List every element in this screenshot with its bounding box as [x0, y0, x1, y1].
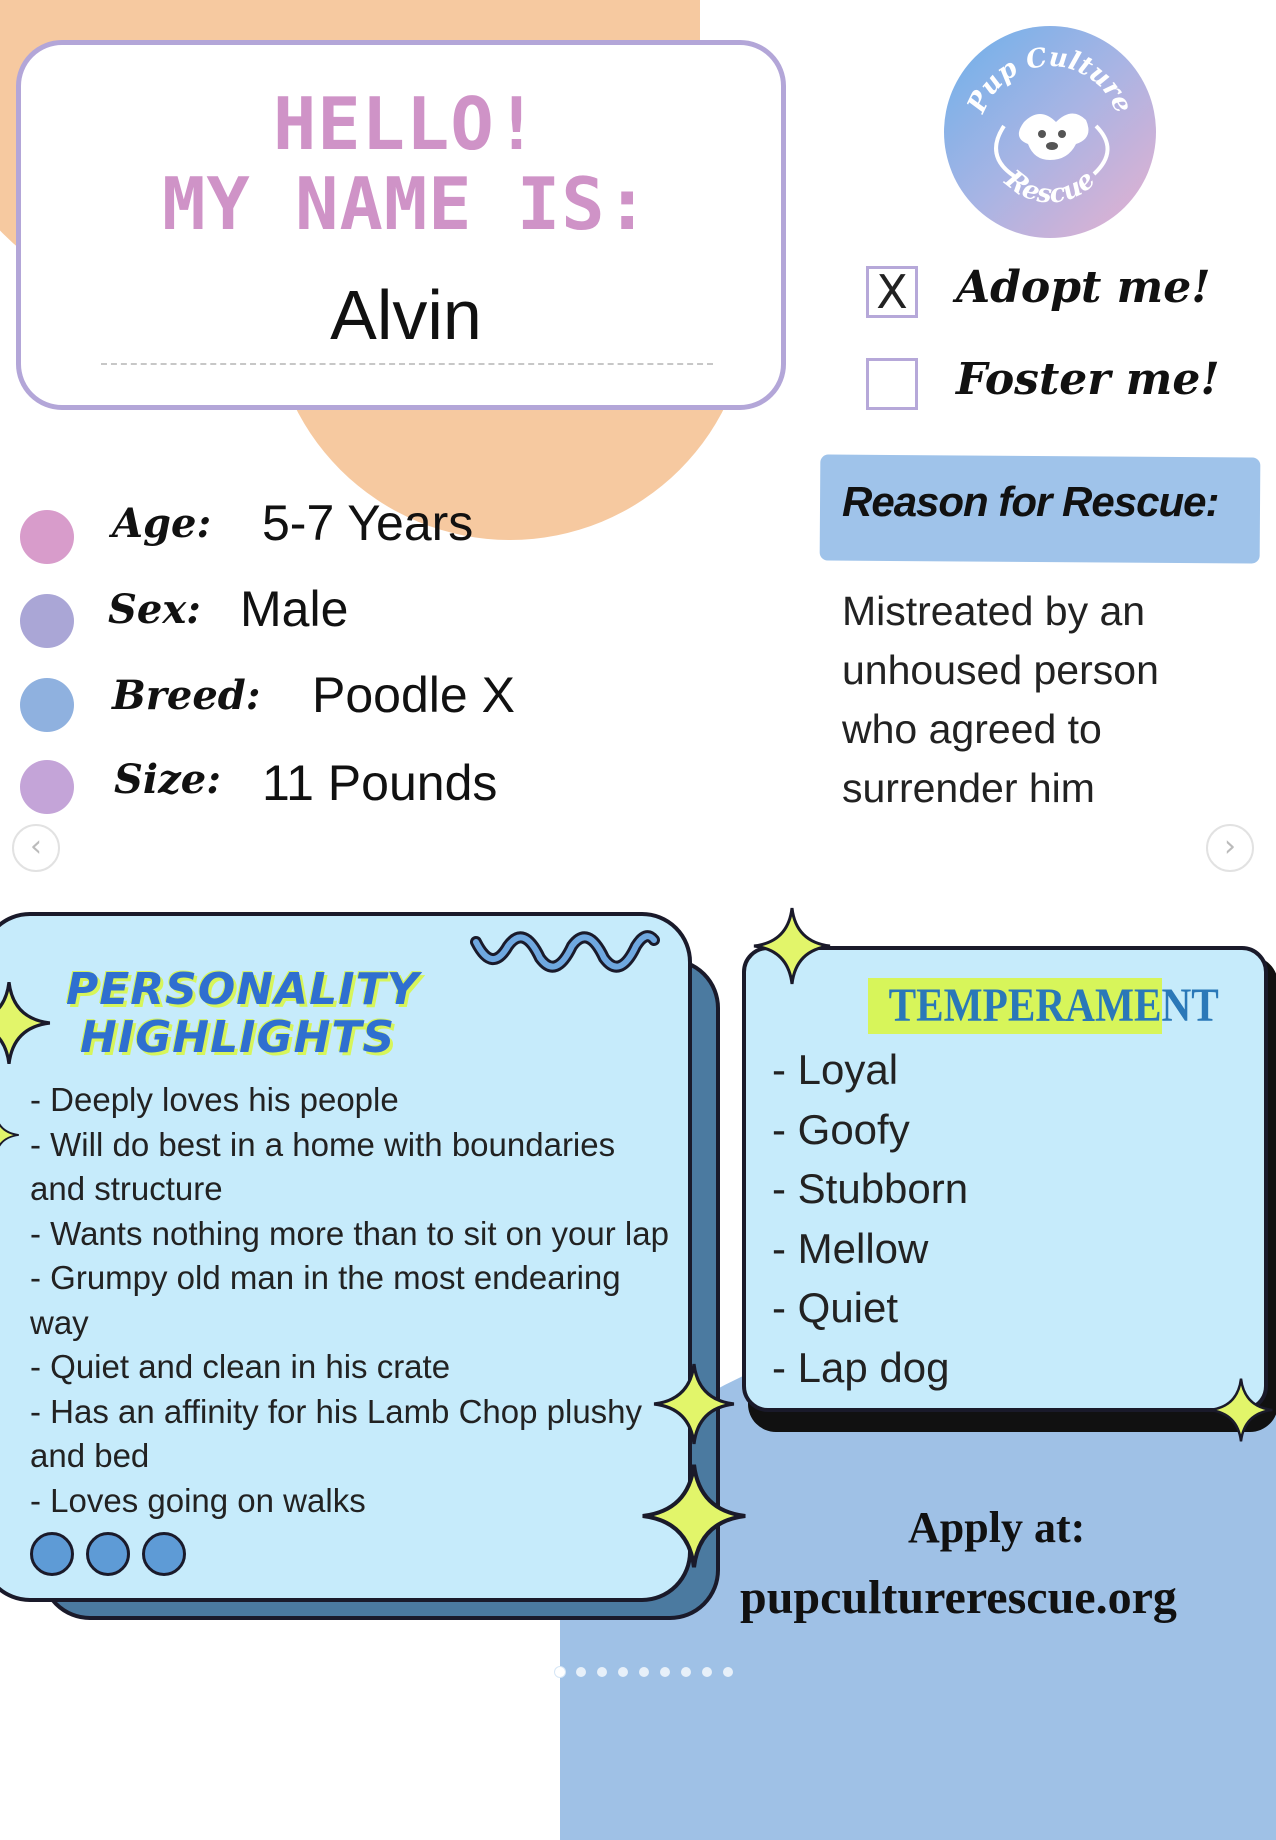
age-label: Age:: [112, 500, 212, 547]
name-tag-card: [16, 40, 786, 410]
logo-text-top: Pup Culture: [961, 42, 1139, 118]
sex-label: Sex:: [108, 586, 201, 633]
chevron-right-icon: ›: [1224, 829, 1236, 864]
next-slide-button[interactable]: [1206, 824, 1254, 872]
breed-bullet-dot: [20, 678, 74, 732]
list-item: - Has an affinity for his Lamb Chop plushy: [30, 1392, 643, 1430]
page-indicator-dot[interactable]: [597, 1667, 607, 1677]
previous-slide-button[interactable]: [12, 824, 60, 872]
adopt-checkbox[interactable]: X: [866, 266, 918, 318]
name-underline: [101, 363, 713, 365]
hello-heading: HELLO!: [272, 82, 540, 166]
squiggle-icon: [470, 924, 660, 980]
apply-url-link[interactable]: pupculturerescue.org: [740, 1571, 1177, 1624]
list-item: - Mellow: [772, 1224, 929, 1272]
decorative-dot: [142, 1532, 186, 1576]
page-indicator-dot[interactable]: [639, 1667, 649, 1677]
page-indicator-dot[interactable]: [618, 1667, 628, 1677]
rescue-logo[interactable]: [944, 26, 1156, 238]
foster-checkbox[interactable]: [866, 358, 918, 410]
temperament-title: TEMPERAMENT: [888, 979, 1219, 1032]
decorative-dot: [86, 1532, 130, 1576]
breed-label: Breed:: [112, 672, 261, 719]
page-indicator-dot[interactable]: [555, 1667, 565, 1677]
sex-bullet-dot: [20, 594, 74, 648]
size-value: 11 Pounds: [262, 755, 498, 811]
personality-list: [30, 1078, 690, 1523]
chevron-left-icon: ‹: [30, 829, 42, 864]
list-item: - Loves going on walks: [30, 1481, 366, 1519]
temperament-list: [772, 1040, 968, 1397]
my-name-is-heading: MY NAME IS:: [162, 162, 650, 246]
reason-line: who agreed to: [842, 706, 1102, 752]
page-indicator-dot[interactable]: [681, 1667, 691, 1677]
list-item: - Quiet: [772, 1284, 899, 1331]
list-item: - Grumpy old man in the most endearing: [30, 1259, 621, 1296]
sparkle-icon: [0, 1110, 20, 1160]
sparkle-icon: [0, 980, 52, 1066]
sex-value: Male: [240, 581, 349, 637]
sparkle-icon: [652, 1362, 736, 1446]
sparkle-icon: [640, 1462, 748, 1570]
reason-text: [842, 582, 1262, 818]
page-indicator-dot[interactable]: [660, 1667, 670, 1677]
personality-title-line2: HIGHLIGHTS: [80, 1012, 396, 1063]
list-item: - Goofy: [772, 1105, 910, 1153]
foster-label: Foster me!: [956, 354, 1220, 405]
logo-graphic: [944, 26, 1156, 238]
apply-label: Apply at:: [908, 1503, 1086, 1552]
age-bullet-dot: [20, 510, 74, 564]
page-indicator-dot[interactable]: [702, 1667, 712, 1677]
decorative-dot: [30, 1532, 74, 1576]
personality-title-line1: PERSONALITY: [66, 964, 420, 1015]
reason-title: Reason for Rescue:: [842, 478, 1219, 525]
list-item: - Loyal: [772, 1046, 899, 1093]
logo-text-bottom: Rescue: [998, 164, 1102, 210]
personality-title: [66, 966, 419, 1062]
list-item: - Wants nothing more than to sit on your lap: [30, 1214, 669, 1252]
list-item: and bed: [30, 1437, 150, 1474]
breed-value: Poodle X: [312, 667, 515, 723]
list-item: - Quiet and clean in his crate: [30, 1348, 451, 1385]
page-indicator-dot[interactable]: [576, 1667, 586, 1677]
reason-line: surrender him: [842, 765, 1095, 811]
pet-name: Alvin: [330, 276, 482, 354]
sparkle-icon: [752, 906, 832, 986]
list-item: - Stubborn: [772, 1165, 969, 1212]
reason-line: Mistreated by an: [842, 588, 1146, 634]
size-label: Size:: [114, 756, 222, 803]
list-item: - Lap dog: [772, 1343, 950, 1391]
page-indicator-dot[interactable]: [723, 1667, 733, 1677]
list-item: - Deeply loves his people: [30, 1081, 399, 1118]
age-value: 5-7 Years: [262, 495, 474, 551]
size-bullet-dot: [20, 760, 74, 814]
pagination-dots: [555, 1662, 744, 1676]
list-item: and structure: [30, 1170, 223, 1207]
sparkle-icon: [1208, 1372, 1274, 1448]
list-item: way: [30, 1303, 89, 1341]
reason-line: unhoused person: [842, 647, 1159, 693]
list-item: - Will do best in a home with boundaries: [30, 1125, 616, 1163]
dog-face-icon: [996, 113, 1108, 176]
adopt-label: Adopt me!: [956, 262, 1211, 313]
